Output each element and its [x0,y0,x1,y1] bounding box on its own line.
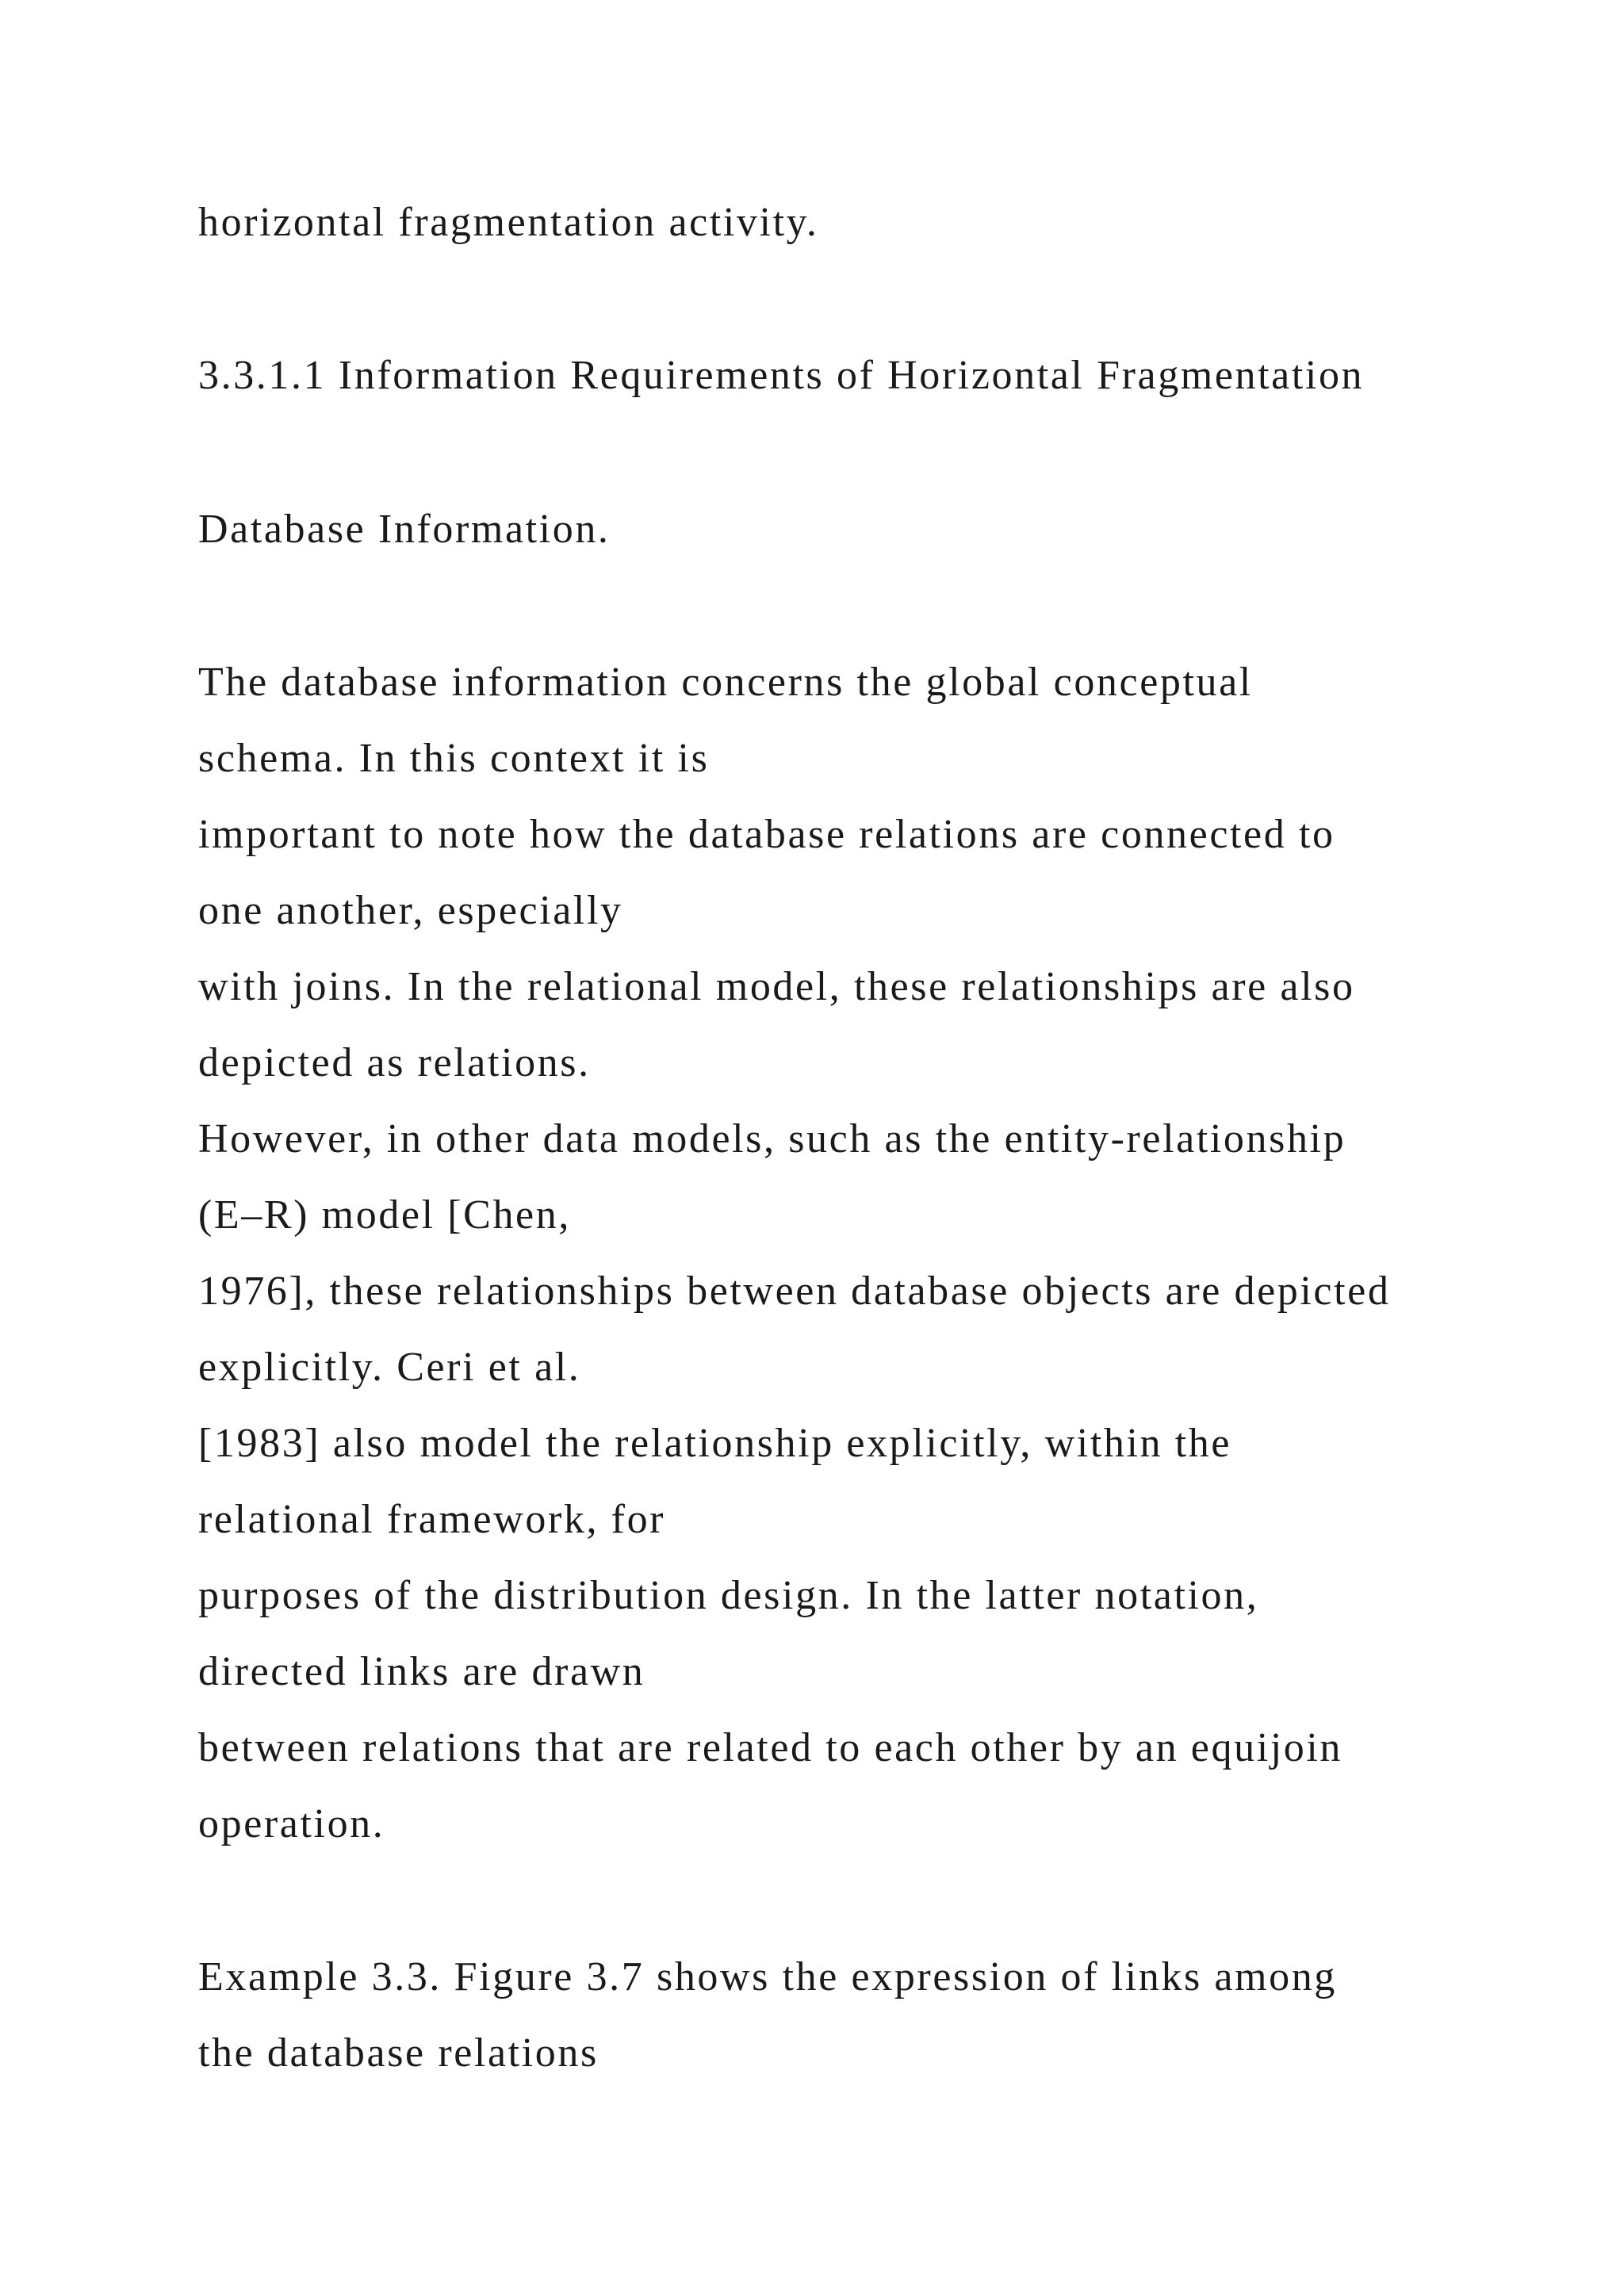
paragraph-line: important to note how the database relations are connected to [198,812,1335,857]
paragraph-line: one another, especially [198,888,623,933]
paragraph-line: explicitly. Ceri et al. [198,1345,581,1390]
paragraph-line: (E–R) model [Chen, [198,1192,571,1238]
paragraph-line: relational framework, for [198,1497,666,1542]
section-heading: 3.3.1.1 Information Requirements of Horizontal Fragmentation [198,353,1365,398]
paragraph-line: between relations that are related to each other by an equijoin [198,1725,1343,1770]
subheading-database-information: Database Information. [198,507,611,552]
paragraph-line: purposes of the distribution design. In the latter notation, [198,1573,1259,1618]
paragraph-line: depicted as relations. [198,1040,591,1085]
text-line-continuation: horizontal fragmentation activity. [198,200,819,245]
example-line: the database relations [198,2030,599,2076]
example-line: Example 3.3. Figure 3.7 shows the expression of links among [198,1954,1337,1999]
paragraph-line: 1976], these relationships between database objects are depicted [198,1269,1391,1314]
paragraph-line: with joins. In the relational model, these relationships are also [198,964,1355,1009]
paragraph-line: [1983] also model the relationship explicitly, within the [198,1421,1232,1466]
paragraph-line: The database information concerns the global conceptual [198,660,1253,705]
paragraph-line: However, in other data models, such as the entity-relationship [198,1116,1346,1161]
paragraph-line: directed links are drawn [198,1649,645,1694]
paragraph-line: schema. In this context it is [198,736,710,781]
paragraph-line: operation. [198,1801,385,1846]
